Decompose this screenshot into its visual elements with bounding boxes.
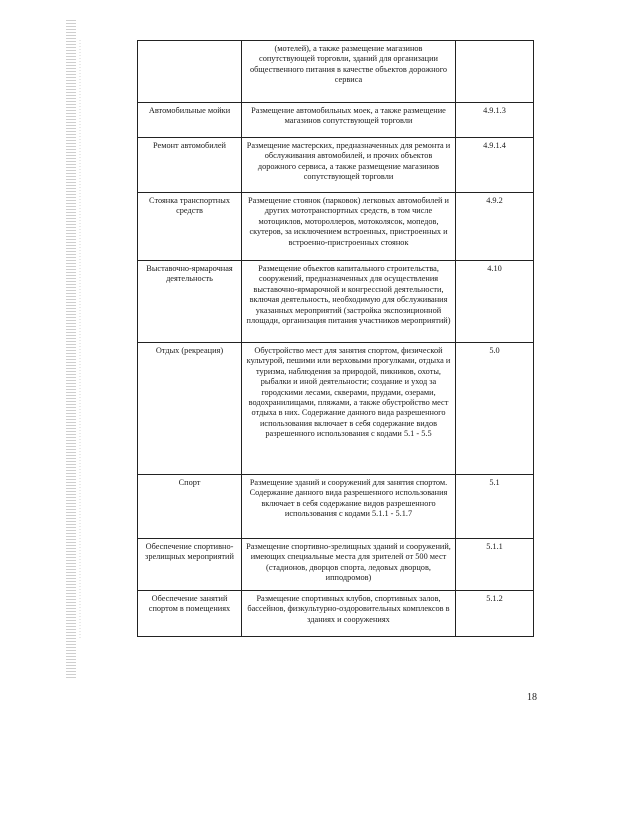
table-row (138, 343, 534, 475)
use-description-cell: Обустройство мест для занятия спортом, физической культурой, пешими или верховыми прогулками, отдыха и туризма, наблюдения за природой, пикников, охоты, рыбалки и иной деятельности; создание и уход за городскими лесами, скверами, прудами, озерами, водохранилищами, пляжами, а также обустройство мест отдыха в них. Содержание данного вида разрешенного использования включает в себя содержание видов разрешенного использования с кодами 5.1 - 5.5 (242, 343, 456, 475)
use-name-cell: Выставочно-ярмарочная деятельность (138, 261, 242, 343)
use-code-cell: 5.1 (456, 475, 534, 539)
use-name-cell (138, 41, 242, 103)
use-name-cell: Обеспечение спортивно-зрелищных мероприятий (138, 539, 242, 591)
use-description-cell: Размещение спортивно-зрелищных зданий и сооружений, имеющих специальные места для зрителей от 500 мест (стадионов, дворцов спорта, ледовых дворцов, ипподромов) (242, 539, 456, 591)
table-row (138, 539, 534, 591)
table-row (138, 261, 534, 343)
table-row (138, 138, 534, 193)
use-description-cell: Размещение объектов капитального строительства, сооружений, предназначенных для осуществления выставочно-ярмарочной и конгрессной деятельности, включая деятельность, необходимую для обслуживания указанных мероприятий (застройка экспозиционной площади, организация питания участников мероприятий) (242, 261, 456, 343)
use-code-cell: 5.0 (456, 343, 534, 475)
use-description-cell: Размещение спортивных клубов, спортивных залов, бассейнов, физкультурно-оздоровительных комплексов в зданиях и сооружениях (242, 591, 456, 637)
page-number: 18 (527, 692, 537, 703)
use-code-cell: 4.10 (456, 261, 534, 343)
table-row (138, 475, 534, 539)
use-name-cell: Стоянка транспортных средств (138, 193, 242, 261)
use-name-cell: Отдых (рекреация) (138, 343, 242, 475)
use-code-cell: 4.9.1.4 (456, 138, 534, 193)
use-description-cell: Размещение мастерских, предназначенных для ремонта и обслуживания автомобилей, и прочих объектов дорожного сервиса, а также размещение магазинов сопутствующей торговли (242, 138, 456, 193)
use-description-cell: Размещение автомобильных моек, а также размещение магазинов сопутствующей торговли (242, 103, 456, 138)
scan-edge-artifact (66, 20, 76, 680)
table-row (138, 41, 534, 103)
use-description-cell: Размещение стоянок (парковок) легковых автомобилей и других мототранспортных средств, в том числе мотоциклов, мотороллеров, мотоколясок, мопедов, скутеров, за исключением встроенных, пристроенных и встроенно-пристроенных стоянок (242, 193, 456, 261)
use-description-cell: Размещение зданий и сооружений для занятия спортом. Содержание данного вида разрешенного использования включает в себя содержание видов разрешенного использования с кодами 5.1.1 - 5.1.7 (242, 475, 456, 539)
use-name-cell: Ремонт автомобилей (138, 138, 242, 193)
use-code-cell (456, 41, 534, 103)
use-code-cell: 4.9.1.3 (456, 103, 534, 138)
use-name-cell: Автомобильные мойки (138, 103, 242, 138)
use-name-cell: Обеспечение занятий спортом в помещениях (138, 591, 242, 637)
table-row (138, 103, 534, 138)
scan-edge-artifact-thin (79, 40, 81, 640)
use-code-cell: 4.9.2 (456, 193, 534, 261)
table-row (138, 591, 534, 637)
land-use-table (137, 40, 534, 637)
use-code-cell: 5.1.2 (456, 591, 534, 637)
use-code-cell: 5.1.1 (456, 539, 534, 591)
use-name-cell: Спорт (138, 475, 242, 539)
use-description-cell: (мотелей), а также размещение магазинов сопутствующей торговли, зданий для организации общественного питания в качестве объектов дорожного сервиса (242, 41, 456, 103)
table-row (138, 193, 534, 261)
